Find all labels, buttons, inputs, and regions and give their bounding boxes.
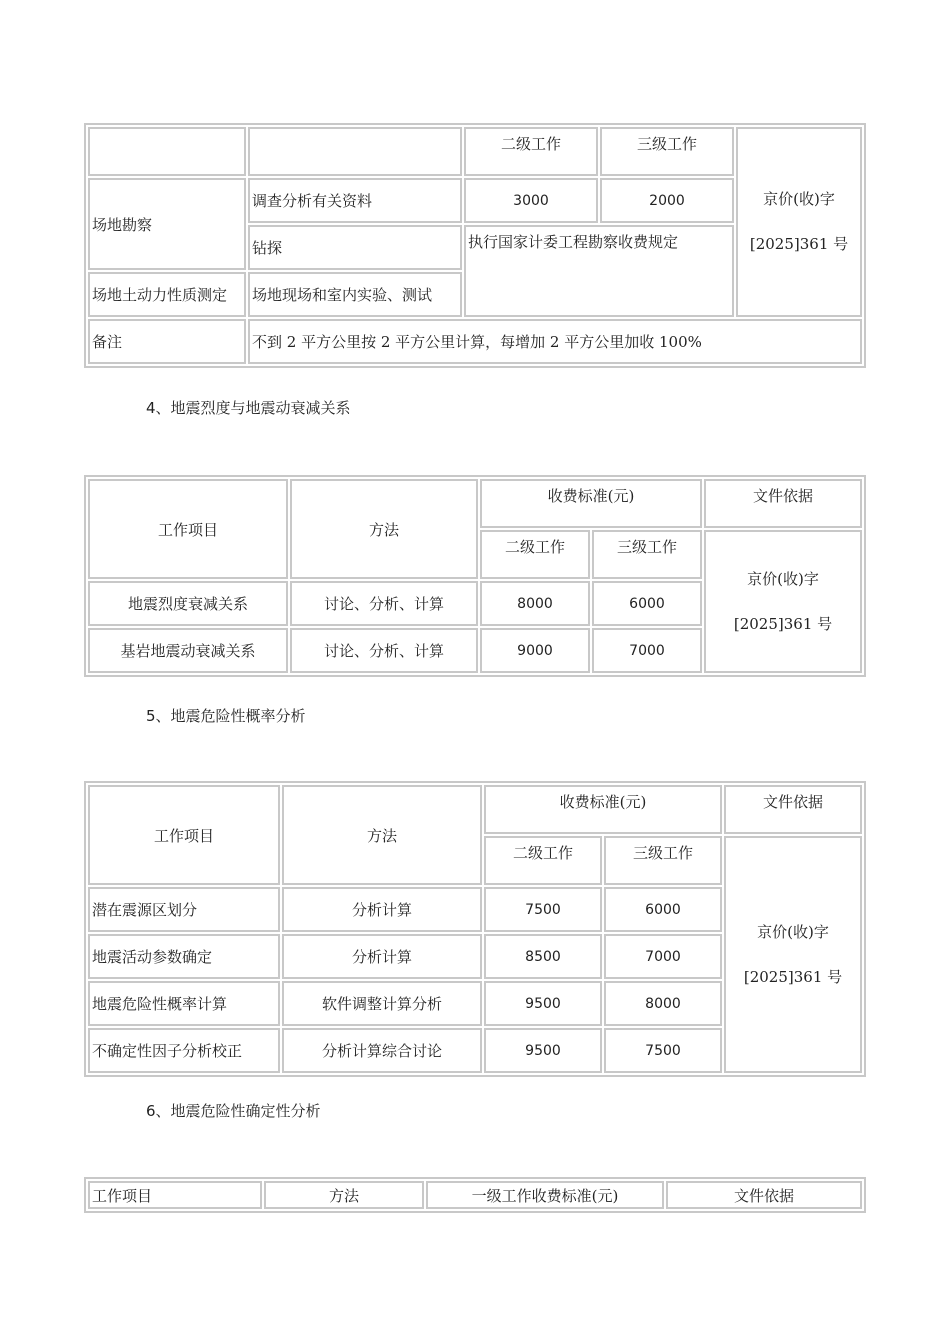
header-file-basis: 文件依据 <box>704 479 862 528</box>
fee-level3-cell: 7000 <box>592 628 702 673</box>
table-row <box>88 1181 862 1209</box>
header-level2: 二级工作 <box>484 836 602 885</box>
basis-line-2: [2025]361 号 <box>743 967 843 986</box>
fee-note-cell: 执行国家计委工程勘察收费规定 <box>464 225 734 317</box>
method-cell: 软件调整计算分析 <box>282 981 482 1026</box>
work-item-cell: 地震危险性概率计算 <box>88 981 280 1026</box>
fee-level2-cell: 8000 <box>480 581 590 626</box>
header-fee-standard: 收费标准(元) <box>484 785 722 834</box>
fee-level3-cell: 7500 <box>604 1028 722 1073</box>
basis-line-1: 京价(收)字 <box>747 569 819 588</box>
work-item-cell: 场地土动力性质测定 <box>88 272 246 317</box>
section-6-heading: 6、地震危险性确定性分析 <box>146 1102 321 1120</box>
probability-analysis-fee-table <box>84 781 866 1077</box>
fee-level2-cell: 9500 <box>484 981 602 1026</box>
fee-level3-cell: 6000 <box>604 887 722 932</box>
remark-text: 不到 2 平方公里按 2 平方公里计算，每增加 2 平方公里加收 100% <box>248 319 862 364</box>
header-fee-standard: 收费标准(元) <box>480 479 702 528</box>
fee-level2-cell: 3000 <box>464 178 598 223</box>
basis-line-1: 京价(收)字 <box>763 190 835 208</box>
header-file-basis: 文件依据 <box>724 785 862 834</box>
remark-label: 备注 <box>88 319 246 364</box>
header-fee-standard: 一级工作收费标准(元) <box>426 1181 664 1209</box>
fee-level3-cell: 6000 <box>592 581 702 626</box>
file-basis-cell <box>724 836 862 1073</box>
empty-cell <box>248 127 462 176</box>
header-method: 方法 <box>282 785 482 885</box>
fee-level3-cell: 2000 <box>600 178 734 223</box>
header-file-basis: 文件依据 <box>666 1181 862 1209</box>
method-cell: 场地现场和室内实验、测试 <box>248 272 462 317</box>
header-level3: 三级工作 <box>600 127 734 176</box>
fee-level2-cell: 9500 <box>484 1028 602 1073</box>
method-cell: 讨论、分析、计算 <box>290 581 478 626</box>
header-level2: 二级工作 <box>464 127 598 176</box>
fee-level3-cell: 7000 <box>604 934 722 979</box>
method-cell: 分析计算 <box>282 887 482 932</box>
fee-level2-cell: 8500 <box>484 934 602 979</box>
method-cell: 钻探 <box>248 225 462 270</box>
fee-level3-cell: 8000 <box>604 981 722 1026</box>
file-basis-cell <box>704 530 862 673</box>
header-level2: 二级工作 <box>480 530 590 579</box>
header-work-item: 工作项目 <box>88 1181 262 1209</box>
work-item-cell: 场地勘察 <box>88 178 246 270</box>
deterministic-analysis-fee-table <box>84 1177 866 1213</box>
work-item-cell: 地震活动参数确定 <box>88 934 280 979</box>
empty-cell <box>88 127 246 176</box>
method-cell: 调查分析有关资料 <box>248 178 462 223</box>
section-4-heading: 4、地震烈度与地震动衰减关系 <box>146 399 351 417</box>
table-row <box>88 127 862 176</box>
header-method: 方法 <box>264 1181 424 1209</box>
attenuation-fee-table <box>84 475 866 677</box>
header-level3: 三级工作 <box>604 836 722 885</box>
table-row <box>88 479 862 528</box>
table-row <box>88 785 862 834</box>
work-item-cell: 地震烈度衰减关系 <box>88 581 288 626</box>
fee-level2-cell: 9000 <box>480 628 590 673</box>
site-survey-fee-table <box>84 123 866 368</box>
basis-line-2: [2025]361 号 <box>733 614 833 633</box>
method-cell: 讨论、分析、计算 <box>290 628 478 673</box>
file-basis-cell <box>736 127 862 317</box>
work-item-cell: 不确定性因子分析校正 <box>88 1028 280 1073</box>
header-work-item: 工作项目 <box>88 785 280 885</box>
table-row <box>88 319 862 364</box>
method-cell: 分析计算综合讨论 <box>282 1028 482 1073</box>
work-item-cell: 潜在震源区划分 <box>88 887 280 932</box>
method-cell: 分析计算 <box>282 934 482 979</box>
basis-line-1: 京价(收)字 <box>757 922 829 941</box>
header-method: 方法 <box>290 479 478 579</box>
section-5-heading: 5、地震危险性概率分析 <box>146 707 306 725</box>
basis-line-2: [2025]361 号 <box>749 235 849 253</box>
fee-level2-cell: 7500 <box>484 887 602 932</box>
header-work-item: 工作项目 <box>88 479 288 579</box>
header-level3: 三级工作 <box>592 530 702 579</box>
work-item-cell: 基岩地震动衰减关系 <box>88 628 288 673</box>
